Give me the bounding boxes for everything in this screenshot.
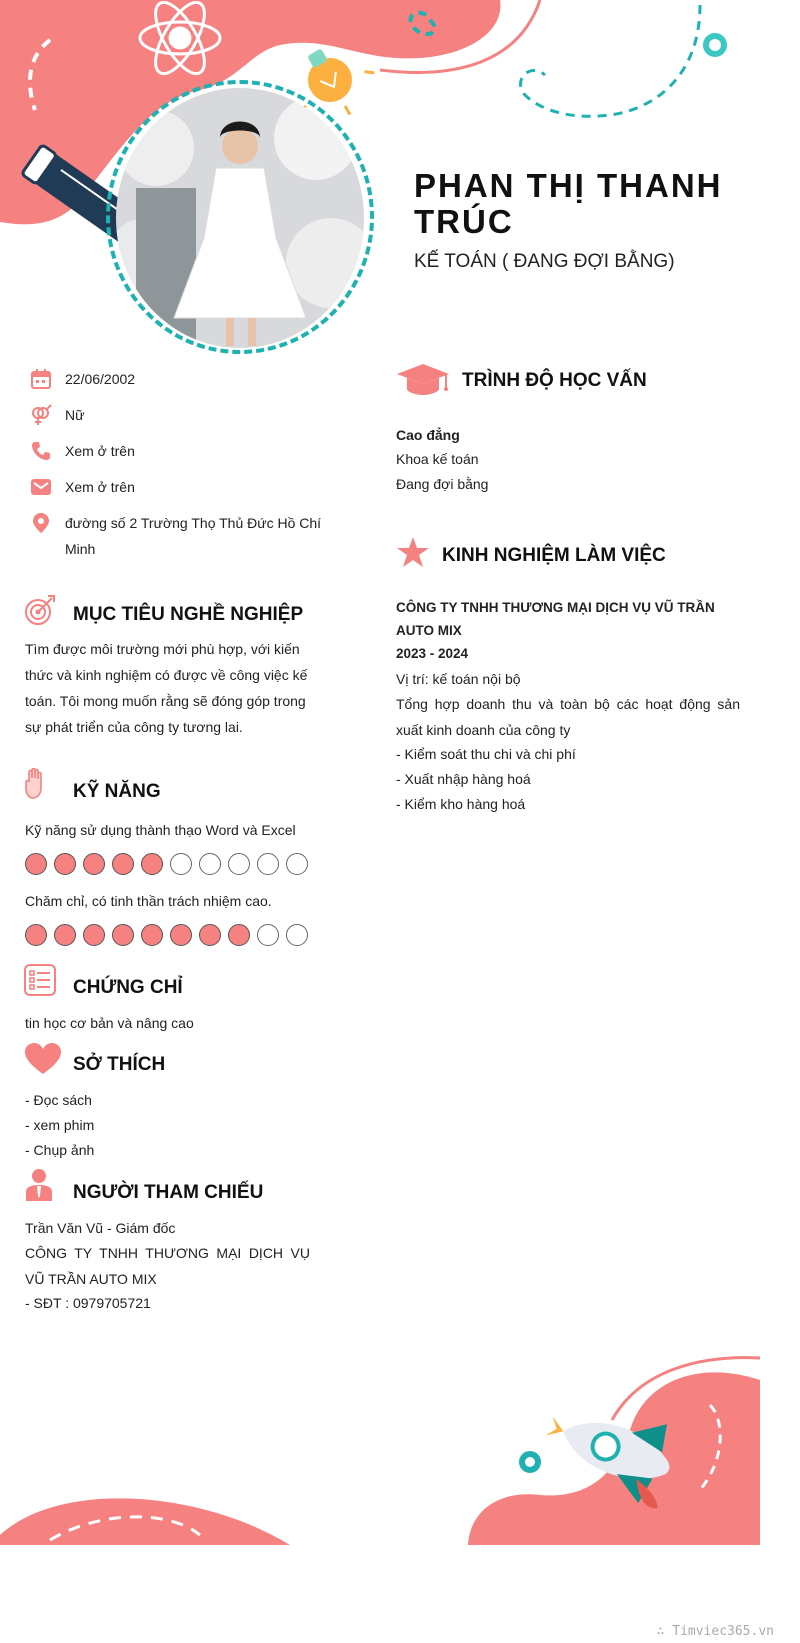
rating-dot-filled <box>83 853 105 875</box>
rating-dot-empty <box>199 853 221 875</box>
objective-text: Tìm được môi trường mới phù hợp, với kiến thức và kinh nghiệm có được về công việc kế toán. Tôi mong muốn rằng sẽ đóng góp trong sự phát triển của công ty tương lai. <box>25 641 308 735</box>
hobby-item: - Chụp ảnh <box>25 1142 95 1158</box>
experience-company: CÔNG TY TNHH THƯƠNG MẠI DỊCH VỤ VŨ TRẦN AUTO MIX <box>396 600 715 638</box>
avatar <box>116 88 364 348</box>
footer-decoration <box>0 1350 800 1643</box>
education-status: Đang đợi bằng <box>396 476 489 492</box>
objective-title: MỤC TIÊU NGHỀ NGHIỆP <box>73 604 304 625</box>
email-icon <box>30 476 52 498</box>
rating-dot-empty <box>257 924 279 946</box>
contact-text: 22/06/2002 <box>65 371 136 387</box>
rating-dot-filled <box>170 924 192 946</box>
candidate-name: PHAN THỊ THANH TRÚC <box>414 167 723 240</box>
heart-icon <box>24 1042 62 1076</box>
education-title: TRÌNH ĐỘ HỌC VẤN <box>462 370 647 391</box>
rating-dot-filled <box>141 924 163 946</box>
contact-text: Xem ở trên <box>65 479 135 495</box>
experience-detail: - Kiểm kho hàng hoá <box>396 796 526 812</box>
experience-detail: - Kiểm soát thu chi và chi phí <box>396 746 576 762</box>
rating-dot-filled <box>112 853 134 875</box>
experience-detail: - Xuất nhập hàng hoá <box>396 771 531 787</box>
rating-dot-empty <box>170 853 192 875</box>
job-title: KẾ TOÁN ( ĐANG ĐỢI BẰNG) <box>414 251 675 272</box>
contact-text: Xem ở trên <box>65 443 135 459</box>
contact-email <box>30 474 330 500</box>
rating-dot-empty <box>286 853 308 875</box>
experience-position: Vị trí: kế toán nội bộ <box>396 671 521 687</box>
skill-name: Chăm chỉ, có tinh thần trách nhiệm cao. <box>25 893 272 909</box>
rating-dot-filled <box>54 924 76 946</box>
target-icon <box>24 594 56 626</box>
experience-title: KINH NGHIỆM LÀM VIỆC <box>442 545 666 566</box>
hobby-item: - xem phim <box>25 1117 95 1133</box>
reference-line: - SĐT : 0979705721 <box>25 1295 151 1311</box>
rating-dot-filled <box>83 924 105 946</box>
skill-rating <box>25 924 308 946</box>
rating-dot-filled <box>228 924 250 946</box>
checklist-icon <box>24 964 56 996</box>
phone-icon <box>30 440 52 462</box>
calendar-icon <box>30 368 52 390</box>
skill-name: Kỹ năng sử dụng thành thạo Word và Excel <box>25 822 296 838</box>
contact-text: đường số 2 Trường Thọ Thủ Đức Hồ Chí Minh <box>65 515 322 557</box>
hand-icon <box>24 768 48 800</box>
experience-period: 2023 - 2024 <box>396 646 469 661</box>
reference-line: Trần Văn Vũ - Giám đốc <box>25 1220 176 1236</box>
skill-rating <box>25 853 308 875</box>
rating-dot-filled <box>199 924 221 946</box>
location-icon <box>30 512 52 534</box>
contact-text: Nữ <box>65 407 85 423</box>
rating-dot-empty <box>257 853 279 875</box>
experience-detail: Tổng hợp doanh thu và toàn bộ các hoạt động sản xuất kinh doanh của công ty <box>396 696 740 738</box>
contact-birthday <box>30 366 330 392</box>
person-icon <box>24 1168 54 1202</box>
rating-dot-filled <box>25 924 47 946</box>
rating-dot-empty <box>228 853 250 875</box>
contact-phone <box>30 438 330 464</box>
brand-watermark: ∴ Timviec365.vn <box>656 1624 774 1639</box>
hobbies-title: SỞ THÍCH <box>73 1054 166 1075</box>
contact-gender <box>30 402 330 428</box>
education-major: Khoa kế toán <box>396 451 479 467</box>
star-icon <box>396 536 430 570</box>
certificates-title: CHỨNG CHỈ <box>73 977 183 998</box>
contact-address <box>30 510 330 562</box>
graduation-cap-icon <box>396 362 450 396</box>
rating-dot-filled <box>54 853 76 875</box>
education-school: Cao đẳng <box>396 427 460 443</box>
rating-dot-filled <box>141 853 163 875</box>
reference-line: CÔNG TY TNHH THƯƠNG MẠI DỊCH VỤ VŨ TRẦN AUTO MIX <box>25 1245 310 1287</box>
skills-title: KỸ NĂNG <box>73 781 161 802</box>
rating-dot-filled <box>25 853 47 875</box>
gender-icon <box>30 404 52 426</box>
hobby-item: - Đọc sách <box>25 1092 92 1108</box>
certificates-text: tin học cơ bản và nâng cao <box>25 1015 194 1031</box>
avatar-photo <box>116 88 364 348</box>
references-title: NGƯỜI THAM CHIẾU <box>73 1182 264 1203</box>
rating-dot-empty <box>286 924 308 946</box>
rating-dot-filled <box>112 924 134 946</box>
